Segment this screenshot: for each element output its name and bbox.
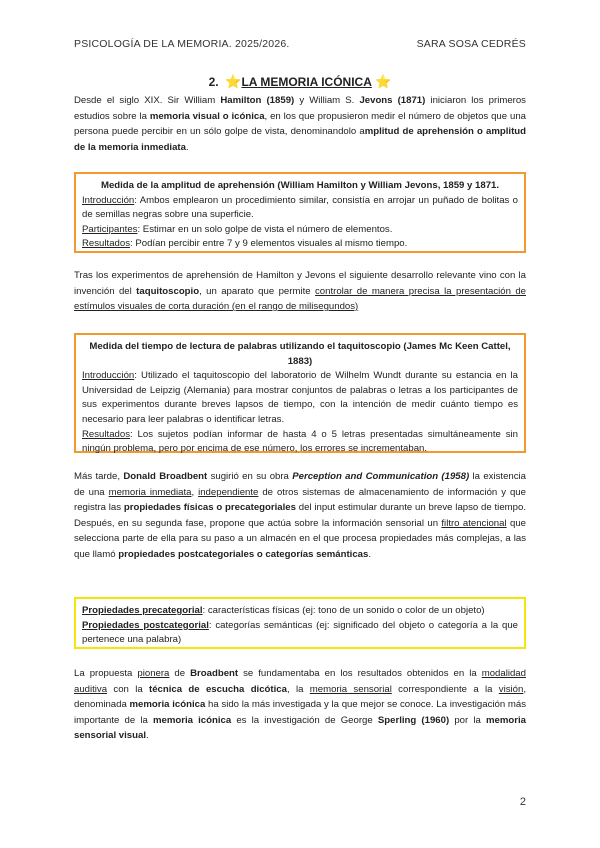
section-number: 2. xyxy=(208,75,219,89)
cattel-box xyxy=(74,333,526,453)
sperling-paragraph: La propuesta pionera de Broadbent se fundamentaba en los resultados obtenidos en la modalidad auditiva con la técnica de escucha dicótica, la memoria sensorial correspondiente a la visión, denominada memoria icónica ha sido la más investigada y la que mejor se conoce. La investigación más importante de la memoria icónica es la investigación de George Sperling (1960) por la memoria sensorial visual. xyxy=(74,668,527,741)
intro-paragraph: Desde el siglo XIX. Sir William Hamilton (1859) y William S. Jevons (1871) iniciaron los primeros estudios sobre la memoria visual o icónica, en los que propusieron medir el número de objetos que una persona puede percibir en un sólo golpe de vista, denominandolo amplitud de aprehensión o amplitud de la memoria inmediata. xyxy=(74,95,526,153)
page-number: 2 xyxy=(519,796,526,808)
section-title xyxy=(0,74,600,90)
header-course: PSICOLOGÍA DE LA MEMORIA. 2025/2026. xyxy=(74,38,290,50)
header-author: SARA SOSA CEDRÉS xyxy=(416,38,526,50)
box-participants: Participantes: Estimar en un solo golpe de vista el número de elementos. xyxy=(82,223,393,235)
precategorial-definition: Propiedades precategorial: características físicas (ej: tono de un sonido o color de un objeto) xyxy=(82,605,485,616)
postcategorial-definition: Propiedades postcategorial: categorías semánticas (ej: significado del objeto o categoría a la que pertenece una palabra) xyxy=(82,619,518,646)
box-results: Resultados: Los sujetos podían informar de hasta 4 o 5 letras presentadas simultáneamente sin ningún problema, pero por encima de ese número, los errores se incrementaban. xyxy=(82,428,518,455)
box-intro: Introducción: Utilizado el taquitoscopio del laboratorio de Wilhelm Wundt durante su estancia en la Universidad de Leipzig (Alemania) para mostrar conjuntos de palabras o letras a los participantes de sus experimentos durante breves lapsos de tiempo, con la intención de medir cuánto tiempo es necesario para leer palabras o identificar letras. xyxy=(82,370,518,425)
taquitoscopio-paragraph: Tras los experimentos de aprehensión de Hamilton y Jevons el siguiente desarrollo relevante vino con la invención del taquitoscopio, un aparato que permite controlar de manera precisa la presentación de estímulos visuales de corta duración (en el rango de milisegundos) xyxy=(74,270,526,312)
star-icon: ⭐ xyxy=(225,74,242,89)
section-title-text: LA MEMORIA ICÓNICA xyxy=(241,75,372,89)
propiedades-box xyxy=(74,597,526,649)
broadbent-paragraph: Más tarde, Donald Broadbent sugirió en su obra Perception and Communication (1958) la existencia de una memoria inmediata, independiente de otros sistemas de almacenamiento de información y que registra las propiedades físicas o precategoriales del input estimular durante un breve lapso de tiempo. Después, en su segunda fase, propone que actúa sobre la información sensorial un filtro atencional que selecciona parte de ella para su paso a un almacén en el que procesa propiedades más complejas, a las que llamó propiedades postcategoriales o categorías semánticas. xyxy=(74,471,527,560)
box-title: Medida de la amplitud de aprehensión (William Hamilton y William Jevons, 1859 y 1871. xyxy=(100,180,500,191)
star-icon: ⭐ xyxy=(375,74,392,89)
box-title: Medida del tiempo de lectura de palabras utilizando el taquitoscopio (James Mc Keen Cattel, 1883) xyxy=(89,341,511,367)
box-intro: Introducción: Ambos emplearon un procedimiento similar, consistía en arrojar un puñado de bolitas o de semillas negras sobre una superficie. xyxy=(82,194,518,221)
box-results: Resultados: Podían percibir entre 7 y 9 elementos visuales al mismo tiempo. xyxy=(82,238,408,250)
aprehension-box xyxy=(74,172,526,253)
